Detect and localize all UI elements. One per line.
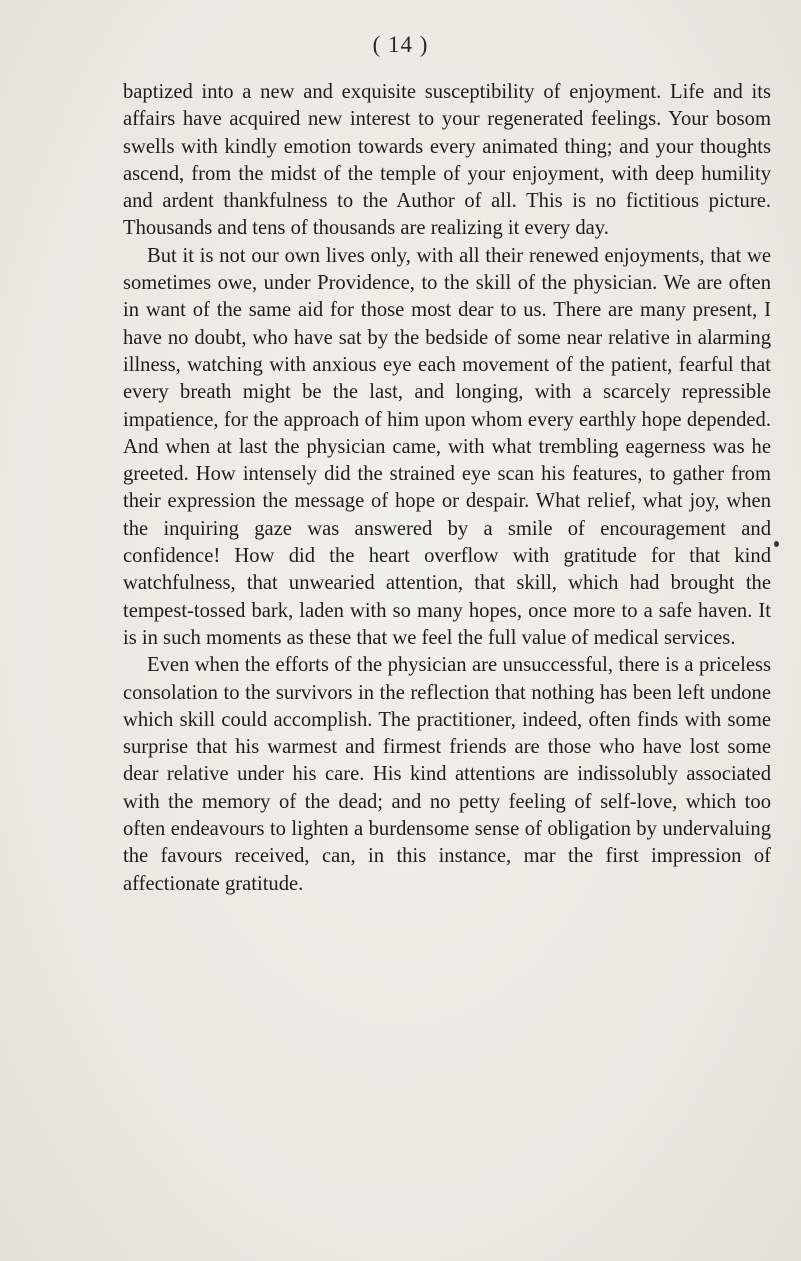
paragraph-2: But it is not our own lives only, with all their renewed enjoyments, that we sometimes owe, under Providence, to the skill of the physician. We are often in want of the same aid for those most dear to us. There are many present, I have no doubt, who have sat by the bedside of some near relative in alarming illness, watching with anxious eye each movement of the patient, fearful that every breath might be the last, and longing, with a scarcely repressible impatience, for the approach of him upon whom every earthly hope depended. And when at last the physician came, with what trembling eagerness was he greeted. How intensely did the strained eye scan his features, to gather from their expression the message of hope or despair. What relief, what joy, when the inquiring gaze was answered by a smile of encouragement and confidence! How did the heart overflow with gratitude for that kind watchfulness, that unwearied attention, that skill, which had brought the tempest-tossed bark, laden with so many hopes, once more to a safe haven. It is in such moments as these that we feel the full value of medical services. <box>123 244 771 649</box>
paragraph-3: Even when the efforts of the physician are unsuccessful, there is a priceless consolation to the survivors in the reflection that nothing has been left undone which skill could accomplish. The practitioner, indeed, often finds with some surprise that his warmest and firmest friends are those who have lost some dear relative under his care. His kind attentions are indissolubly associated with the memory of the dead; and no petty feeling of self-love, which too often endeavours to lighten a burdensome sense of obligation by undervaluing the favours received, can, in this instance, mar the first impression of affectionate gratitude. <box>123 654 771 895</box>
page-number: ( 14 ) <box>372 32 429 57</box>
body-text <box>123 79 771 898</box>
ink-speck <box>774 541 779 547</box>
paragraph-1: baptized into a new and exquisite susceptibility of enjoyment. Life and its affairs have acquired new interest to your regenerated feelings. Your bosom swells with kindly emotion towards every animated thing; and your thoughts ascend, from the midst of the temple of your enjoyment, with deep humility and ardent thankfulness to the Author of all. This is no fictitious picture. Thousands and tens of thousands are realizing it every day. <box>123 81 771 240</box>
